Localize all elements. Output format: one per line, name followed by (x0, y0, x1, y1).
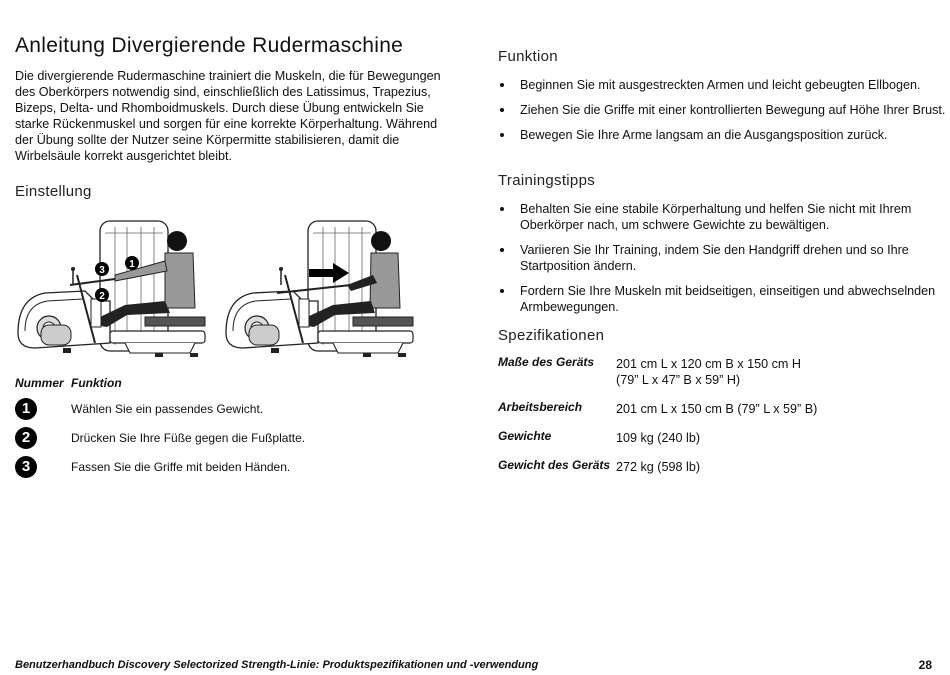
svg-text:1: 1 (129, 259, 135, 270)
spec-label: Maße des Geräts (498, 355, 595, 369)
spec-value-line: (79” L x 47” B x 59” H) (616, 373, 741, 387)
intro-paragraph: Die divergierende Rudermaschine trainiert die Muskeln, die für Bewegungen des Oberkörpers notwendig sind, einschließlich des Latissimus, Trapezius, Bizeps, Delta- und Rhomboidmuskels. Durch diese Übung entwickeln Sie starke Rückenmuskel und sorgen für eine korrekte Körperhaltung. Während der Übung sollte der Nutzer seine Körpermitte stabilisieren, damit die Wirbelsäule korrekt ausgerichtet bleibt. (15, 69, 441, 163)
list-item: Fordern Sie Ihre Muskeln mit beidseitigen, einseitigen und abwechselnden Armbewegungen. (498, 283, 948, 315)
trainingstipps-heading: Trainingstipps (498, 172, 596, 189)
spec-value: 109 kg (240 lb) (616, 431, 701, 445)
column-header-number: Nummer (15, 376, 64, 390)
list-item: Behalten Sie eine stabile Körperhaltung und helfen Sie nicht mit Ihrem Oberkörper nach, um schwere Gewichte zu bewältigen. (498, 201, 948, 233)
list-item: Ziehen Sie die Griffe mit einer kontrollierten Bewegung auf Höhe Ihrer Brust. (498, 102, 948, 118)
spec-value: 201 cm L x 150 cm B (79” L x 59” B) (616, 402, 818, 416)
spec-label: Gewichte (498, 429, 552, 443)
page-title: Anleitung Divergierende Rudermaschine (15, 34, 404, 57)
spezifikationen-heading: Spezifikationen (498, 327, 605, 344)
svg-text:3: 3 (99, 265, 105, 276)
step-text: Wählen Sie ein passendes Gewicht. (71, 402, 264, 416)
column-header-function: Funktion (71, 376, 122, 390)
list-item: Variieren Sie Ihr Training, indem Sie den Handgriff drehen und so Ihre Startposition ändern. (498, 242, 948, 274)
rowing-machine-illustration (15, 213, 415, 363)
spec-label: Gewicht des Geräts (498, 458, 611, 472)
step-number-2-icon: 2 (15, 427, 37, 449)
list-item: Bewegen Sie Ihre Arme langsam an die Ausgangsposition zurück. (498, 127, 948, 143)
step-text: Drücken Sie Ihre Füße gegen die Fußplatte. (71, 431, 306, 445)
spec-value: 272 kg (598 lb) (616, 460, 701, 474)
trainingstipps-list (498, 201, 948, 324)
spec-label: Arbeitsbereich (498, 400, 583, 414)
page-number: 28 (918, 658, 932, 672)
spec-value-line: 201 cm L x 120 cm B x 150 cm H (616, 357, 802, 371)
footer-title: Benutzerhandbuch Discovery Selectorized Strength-Linie: Produktspezifikationen und -verwendung (15, 659, 539, 671)
step-number-3-icon: 3 (15, 456, 37, 478)
spec-value (616, 356, 801, 388)
einstellung-heading: Einstellung (15, 183, 92, 200)
funktion-heading: Funktion (498, 48, 558, 65)
funktion-list (498, 77, 948, 152)
svg-text:2: 2 (99, 291, 105, 302)
step-text: Fassen Sie die Griffe mit beiden Händen. (71, 460, 291, 474)
step-number-1-icon: 1 (15, 398, 37, 420)
list-item: Beginnen Sie mit ausgestreckten Armen und leicht gebeugten Ellbogen. (498, 77, 948, 93)
